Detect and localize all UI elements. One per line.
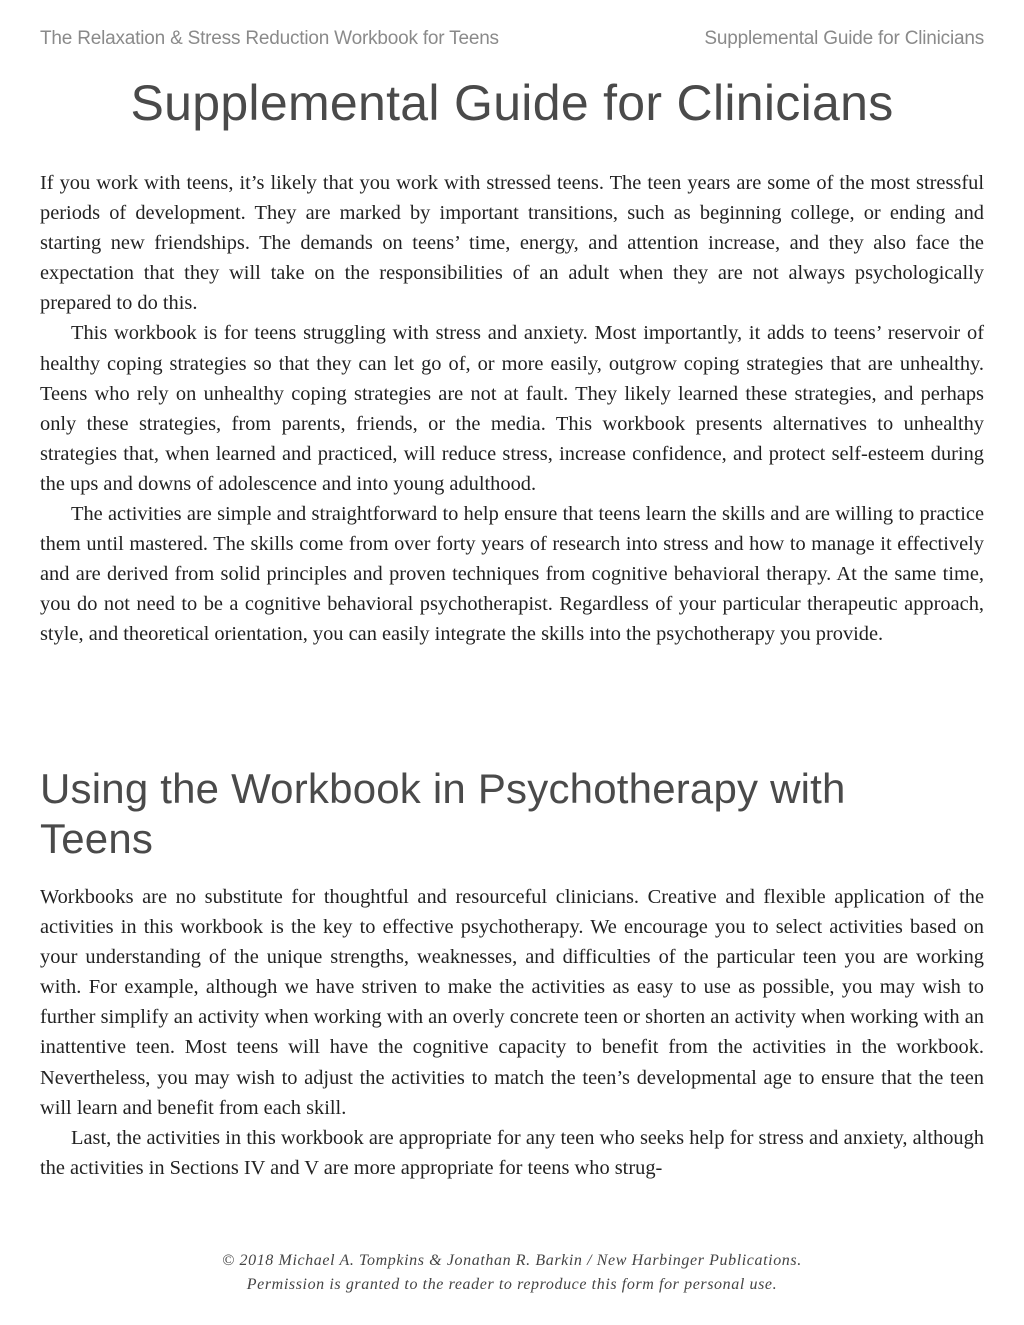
section-paragraph-2: Last, the activities in this workbook are appropriate for any teen who seeks help for stress and anxiety, although the activities in Sections IV and V are more appropriate for teens who strug- bbox=[40, 1126, 984, 1179]
workbook-section bbox=[40, 882, 984, 1183]
intro-paragraph-2: This workbook is for teens struggling with stress and anxiety. Most importantly, it adds to teens’ reservoir of healthy coping strategies so that they can let go of, or more easily, outgrow coping strategies that are unhealthy. Teens who rely on unhealthy coping strategies are not at fault. They likely learned these strategies, and perhaps only these strategies, from parents, friends, or the media. This workbook presents alternatives to unhealthy strategies that, when learned and practiced, will reduce stress, increase confidence, and protect self-esteem during the ups and downs of adolescence and into young adulthood. bbox=[40, 322, 984, 495]
section-heading: Using the Workbook in Psychotherapy with Teens bbox=[40, 765, 846, 862]
page-title: Supplemental Guide for Clinicians bbox=[130, 75, 894, 131]
intro-paragraph-1: If you work with teens, it’s likely that you work with stressed teens. The teen years are some of the most stressful periods of development. They are marked by important transitions, such as beginning college, or ending and starting new friendships. The demands on teens’ time, energy, and attention increase, and they also face the expectation that they will take on the responsibilities of an adult when they are not always psychologically prepared to do this. bbox=[40, 172, 984, 315]
footer-permission-line: Permission is granted to the reader to reproduce this form for personal use. bbox=[246, 1276, 778, 1293]
running-header bbox=[40, 28, 984, 52]
intro-paragraph-3: The activities are simple and straightforward to help ensure that teens learn the skills and are willing to practice them until mastered. The skills come from over forty years of research into stress and how to manage it effectively and are derived from solid principles and proven techniques from cognitive behavioral therapy. At the same time, you do not need to be a cognitive behavioral psychotherapist. Regardless of your particular therapeutic approach, style, and theoretical orientation, you can easily integrate the skills into the psychotherapy you provide. bbox=[40, 503, 984, 646]
header-section-title: Supplemental Guide for Clinicians bbox=[704, 28, 984, 49]
copyright-footer bbox=[0, 1249, 1024, 1297]
intro-section bbox=[40, 168, 984, 650]
section-paragraph-1: Workbooks are no substitute for thoughtful and resourceful clinicians. Creative and flexible application of the activities in this workbook is the key to effective psychotherapy. We encourage you to select activities based on your understanding of the unique strengths, weaknesses, and difficulties of the particular teen you are working with. For example, although we have striven to make the activities as easy to use as possible, you may wish to further simplify an activity when working with an overly concrete teen or shorten an activity when working with an inattentive teen. Most teens will have the cognitive capacity to benefit from the activities in the workbook. Nevertheless, you may wish to adjust the activities to match the teen’s developmental age to ensure that the teen will learn and benefit from each skill. bbox=[40, 886, 984, 1119]
header-book-title: The Relaxation & Stress Reduction Workbook for Teens bbox=[40, 28, 499, 49]
footer-copyright-line: © 2018 Michael A. Tompkins & Jonathan R. Barkin / New Harbinger Publications. bbox=[222, 1252, 802, 1269]
